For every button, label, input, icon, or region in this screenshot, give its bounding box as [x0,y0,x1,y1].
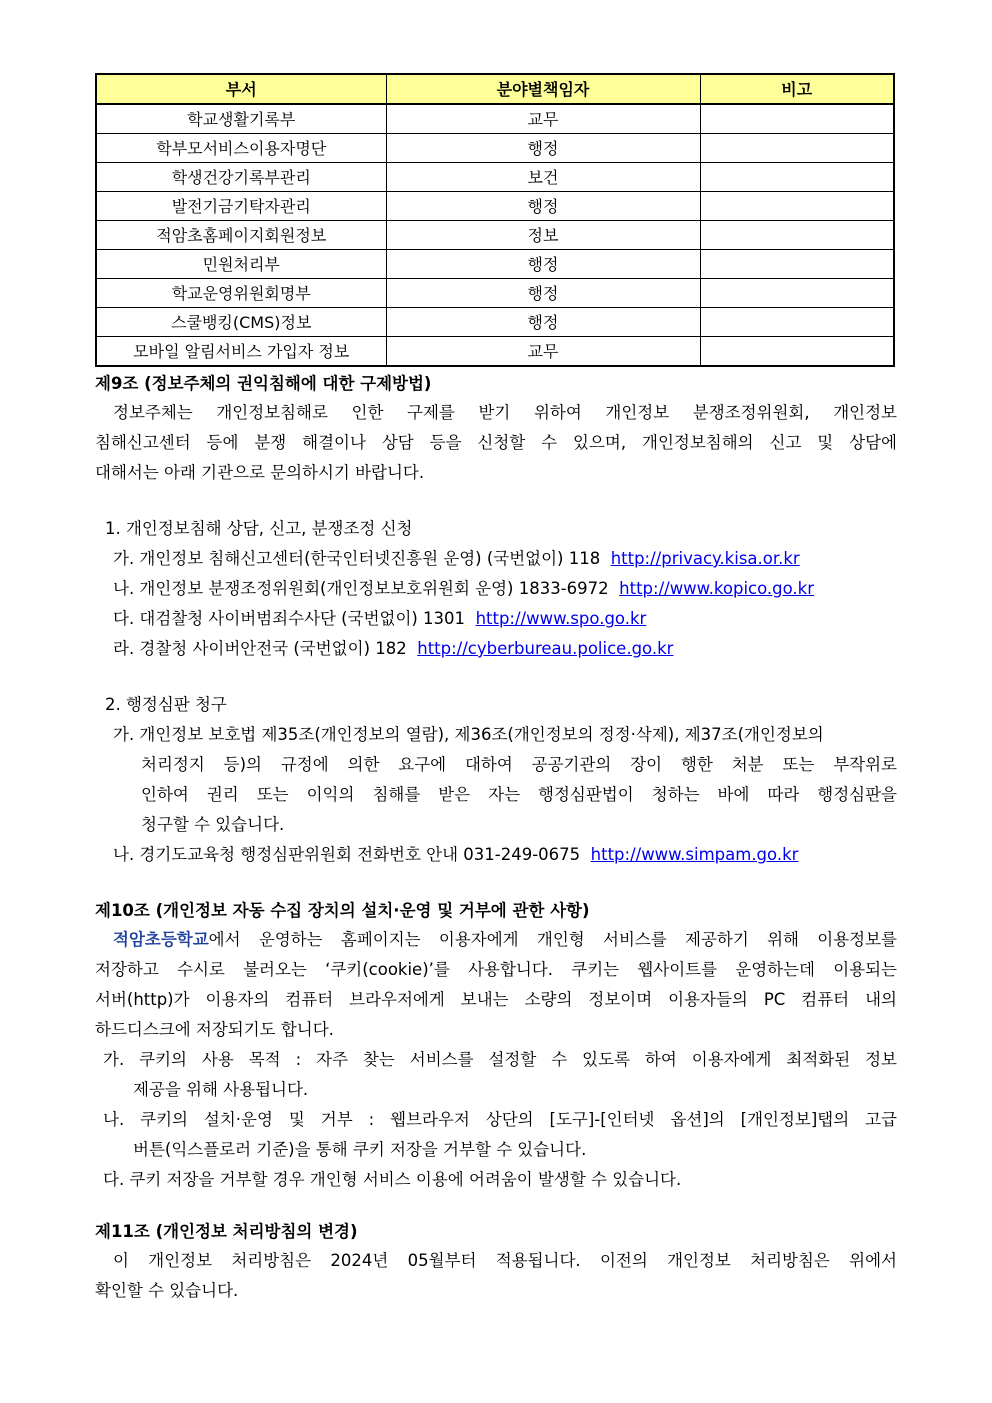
cell-manager: 교무 [386,104,700,134]
sub-2-item-ga-line-1: 가. 개인정보 보호법 제35조(개인정보의 열람), 제36조(개인정보의 정정·삭제), 제37조(개인정보의 [113,725,824,744]
cell-department: 발전기금기탁자관리 [96,192,386,221]
cell-note [700,308,894,337]
article-10 [95,897,897,1195]
cell-manager: 행정 [386,279,700,308]
article-10-item-na-line-1: 나. 쿠키의 설치·운영 및 거부 : 웹브라우저 상단의 [도구]-[인터넷 옵션]의 [개인정보]탭의 고급 [103,1110,897,1129]
article-10-item-ga-line-1: 가. 쿠키의 사용 목적 : 자주 찾는 서비스를 설정할 수 있도록 하여 이용자에게 최적화된 정보 [103,1050,897,1069]
cell-manager: 행정 [386,192,700,221]
table-row [96,337,894,367]
cell-note [700,221,894,250]
header-manager: 분야별책임자 [386,74,700,104]
cell-note [700,134,894,163]
sub-1-item-na [95,574,897,604]
sub-1-item-ra [95,634,897,664]
table-row [96,308,894,337]
cell-note [700,279,894,308]
article-10-item-ga-line-2: 제공을 위해 사용됩니다. [133,1080,309,1099]
sub-2-item-ga-line-2: 처리정지 등)의 규정에 의한 요구에 대하여 공공기관의 장이 행한 처분 또는 부작위로 [141,755,897,774]
article-9-body-line-3: 대해서는 아래 기관으로 문의하시기 바랍니다. [95,463,425,482]
cell-manager: 행정 [386,308,700,337]
article-11-body-line-1: 이 개인정보 처리방침은 2024년 05월부터 적용됩니다. 이전의 개인정보 처리방침은 위에서 [113,1251,897,1270]
cyberbureau-link[interactable]: http://cyberbureau.police.go.kr [417,639,674,658]
cell-note [700,337,894,367]
cell-note [700,192,894,221]
cell-department: 학교생활기록부 [96,104,386,134]
table-header-row [96,74,894,104]
item-text: 가. 개인정보 침해신고센터(한국인터넷진흥원 운영) (국번없이) 118 [113,549,601,568]
header-department: 부서 [96,74,386,104]
cell-note [700,250,894,279]
sub-1-item-ga [95,544,897,574]
spo-link[interactable]: http://www.spo.go.kr [475,609,647,628]
article-11 [95,1218,897,1306]
article-10-body-line-3: 서버(http)가 이용자의 컴퓨터 브라우저에게 보내는 소량의 정보이며 이용자들의 PC 컴퓨터 내의 [95,990,897,1009]
sub-2-item-na [95,840,897,870]
cell-department: 모바일 알림서비스 가입자 정보 [96,337,386,367]
table-row [96,104,894,134]
privacy-kisa-link[interactable]: http://privacy.kisa.or.kr [610,549,800,568]
cell-manager: 행정 [386,134,700,163]
body-text: 에서 운영하는 홈페이지는 이용자에게 개인형 서비스를 제공하기 위해 이용정보를 [208,930,897,949]
cell-note [700,163,894,192]
cell-manager: 행정 [386,250,700,279]
cell-department: 학생건강기록부관리 [96,163,386,192]
article-9-sub-1 [95,514,897,664]
cell-department: 적암초홈페이지회원정보 [96,221,386,250]
item-text: 나. 개인정보 분쟁조정위원회(개인정보보호위원회 운영) 1833-6972 [113,579,609,598]
article-10-title: 제10조 (개인정보 자동 수집 장치의 설치·운영 및 거부에 관한 사항) [95,901,590,920]
item-text: 라. 경찰청 사이버안전국 (국번없이) 182 [113,639,407,658]
table-row [96,163,894,192]
item-text: 다. 대검찰청 사이버범죄수사단 (국번없이) 1301 [113,609,466,628]
sub-1-item-da [95,604,897,634]
sub-2-title: 2. 행정심판 청구 [105,695,227,714]
cell-department: 민원처리부 [96,250,386,279]
table-row [96,192,894,221]
article-11-title: 제11조 (개인정보 처리방침의 변경) [95,1222,358,1241]
cell-department: 학부모서비스이용자명단 [96,134,386,163]
item-text: 나. 경기도교육청 행정심판위원회 전화번호 안내 031-249-0675 [113,845,581,864]
cell-manager: 보건 [386,163,700,192]
article-9-sub-2 [95,690,897,870]
sub-1-title: 1. 개인정보침해 상담, 신고, 분쟁조정 신청 [105,519,413,538]
kopico-link[interactable]: http://www.kopico.go.kr [619,579,815,598]
cell-department: 학교운영위원회명부 [96,279,386,308]
table-row [96,221,894,250]
table-row [96,134,894,163]
article-11-body-line-2: 확인할 수 있습니다. [95,1281,239,1300]
article-10-body-line-4: 하드디스크에 저장되기도 합니다. [95,1020,334,1039]
article-10-item-da: 다. 쿠키 저장을 거부할 경우 개인형 서비스 이용에 어려움이 발생할 수 있습니다. [103,1170,682,1189]
cell-manager: 정보 [386,221,700,250]
cell-department: 스쿨뱅킹(CMS)정보 [96,308,386,337]
article-10-item-na-line-2: 버튼(익스플로러 기준)을 통해 쿠키 저장을 거부할 수 있습니다. [133,1140,587,1159]
sub-2-item-ga-line-4: 청구할 수 있습니다. [141,815,285,834]
sub-2-item-ga-line-3: 인하여 권리 또는 이익의 침해를 받은 자는 행정심판법이 청하는 바에 따라 행정심판을 [141,785,897,804]
article-9-body-line-2: 침해신고센터 등에 분쟁 해결이나 상담 등을 신청할 수 있으며, 개인정보침해의 신고 및 상담에 [95,433,897,452]
cell-manager: 교무 [386,337,700,367]
header-note: 비고 [700,74,894,104]
cell-note [700,104,894,134]
article-10-body-line-1 [95,925,897,955]
simpam-link[interactable]: http://www.simpam.go.kr [590,845,799,864]
table-row [96,279,894,308]
responsibility-table [95,73,895,367]
table-row [96,250,894,279]
article-9-title: 제9조 (정보주체의 권익침해에 대한 구제방법) [95,374,432,393]
school-name: 적암초등학교 [113,930,209,949]
article-9-body-line-1: 정보주체는 개인정보침해로 인한 구제를 받기 위하여 개인정보 분쟁조정위원회, 개인정보 [113,403,897,422]
article-9 [95,370,897,488]
article-10-body-line-2: 저장하고 수시로 불러오는 ‘쿠키(cookie)’를 사용합니다. 쿠키는 웹사이트를 운영하는데 이용되는 [95,960,897,979]
